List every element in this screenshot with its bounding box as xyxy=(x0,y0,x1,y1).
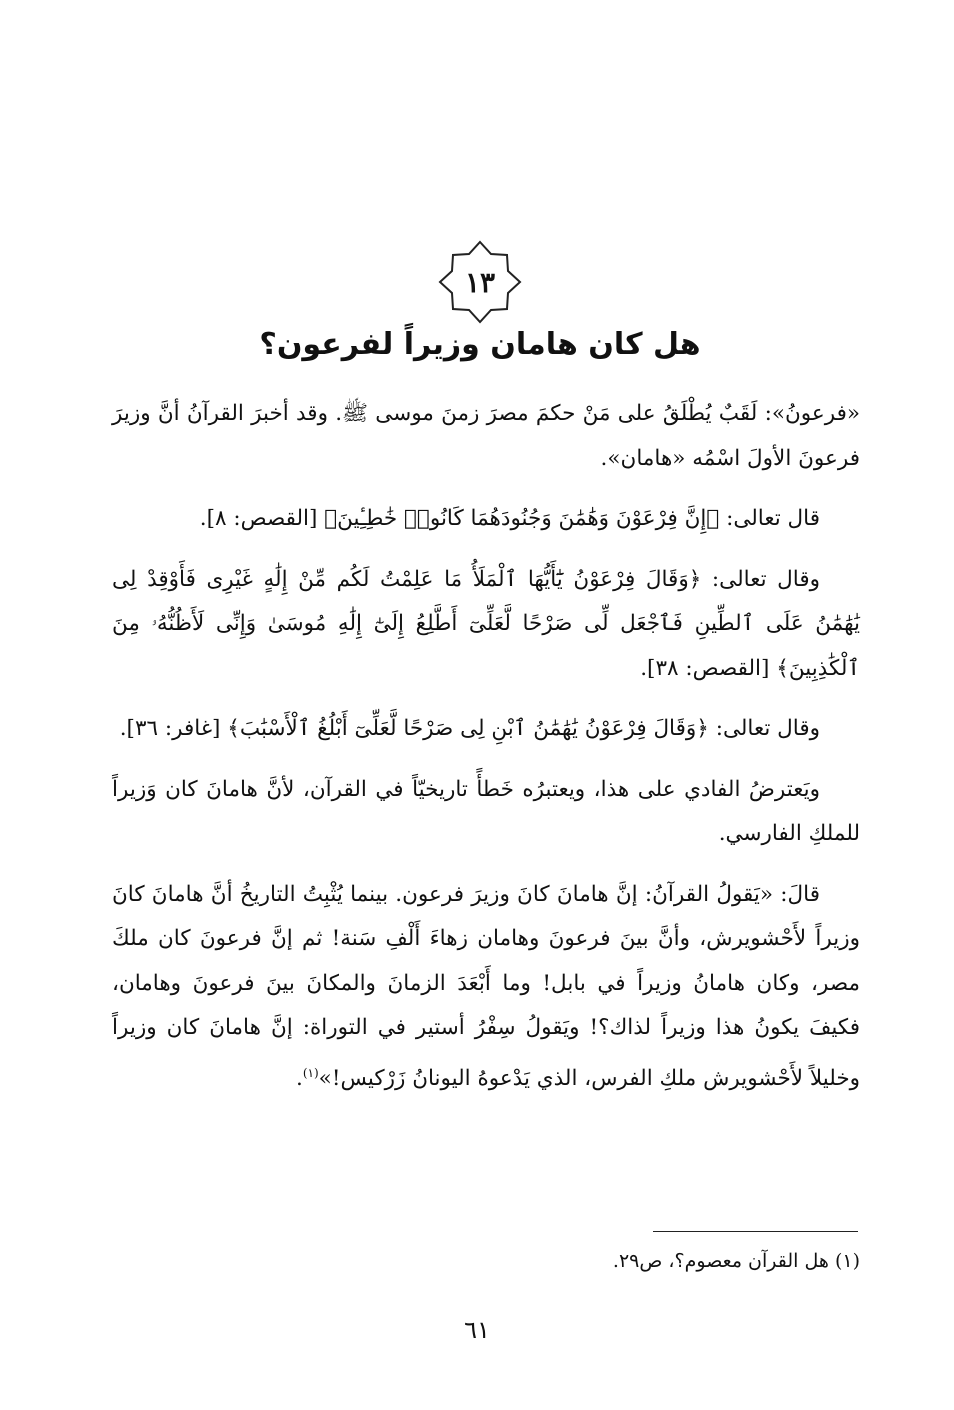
chapter-badge xyxy=(437,239,523,325)
body-text xyxy=(112,392,860,1117)
paragraph-6-text: قالَ: «يَقولُ القرآنُ: إنَّ هامانَ كانَ وزيرَ فرعون. بينما يُثْبِتُ التاريخُ أنَّ هامانَ كانَ وزيراً لأَحْشويرش، وأنَّ بينَ فرعونَ وهامان زهاءَ أَلْفِ سَنة! ثم إنَّ فرعونَ كان ملكَ مصر، وكان هامانُ وزيراً في بابل! وما أَبْعَدَ الزمانَ والمكانَ بينَ فرعونَ وهامان، فكيفَ يكونُ هذا وزيراً لذاك؟! ويَقولُ سِفْرُ أستير في التوراة: إنَّ هامانَ كان وزيراً وخليلاً لأَحْشويرش ملكِ الفرس، الذي يَدْعوهُ اليونانُ زَرْكيس!» xyxy=(112,881,860,1091)
footnote-reference: (١) xyxy=(302,1065,319,1080)
paragraph-1: «فرعونُ»: لَقَبٌ يُطْلَقُ على مَنْ حكمَ مصرَ زمنَ موسى ﷺ. وقد أخبرَ القرآنُ أنَّ وزيرَ فرعونَ الأولَ اسْمُه «هامان». xyxy=(112,401,860,471)
footnote-divider xyxy=(653,1231,858,1232)
paragraph-6 xyxy=(112,873,860,1102)
closing-punctuation: . xyxy=(296,1065,303,1091)
chapter-number: ١٣ xyxy=(464,265,496,299)
paragraph-5: ويَعترضُ الفادي على هذا، ويعتبرُه خَطأً تاريخيّاً في القرآن، لأنَّ هامانَ كان وَزيراً للملكِ الفارسي. xyxy=(112,776,860,846)
paragraph-4: وقال تعالى: ﴿وَقَالَ فِرْعَوْنُ يَٰهَٰمَٰنُ ٱبْنِ لِى صَرْحًا لَّعَلِّىٓ أَبْلُغُ ٱلْأَسْبَٰبَ﴾ [غافر: ٣٦]. xyxy=(119,716,820,741)
page-number: ٦١ xyxy=(464,1316,490,1344)
footnote: (١) هل القرآن معصوم؟، ص٢٩. xyxy=(612,1250,860,1272)
paragraph-3: وقال تعالى: ﴿وَقَالَ فِرْعَوْنُ يَٰٓأَيُّهَا ٱلْمَلَأُ مَا عَلِمْتُ لَكُم مِّنْ إِلَٰهٍ غَيْرِى فَأَوْقِدْ لِى يَٰهَٰمَٰنُ عَلَى ٱلطِّينِ فَٱجْعَل لِّى صَرْحًا لَّعَلِّىٓ أَطَّلِعُ إِلَىٰٓ إِلَٰهِ مُوسَىٰ وَإِنِّى لَأَظُنُّهُۥ مِنَ ٱلْكَٰذِبِينَ﴾ [القصص: ٣٨]. xyxy=(112,566,860,681)
chapter-title: هل كان هامان وزيراً لفرعون؟ xyxy=(259,327,701,362)
paragraph-2: قال تعالى: ﴿إِنَّ فِرْعَوْنَ وَهَٰمَٰنَ وَجُنُودَهُمَا كَانُوا۟ خَٰطِـِٔينَ﴾ [القصص: ٨]. xyxy=(199,506,820,531)
